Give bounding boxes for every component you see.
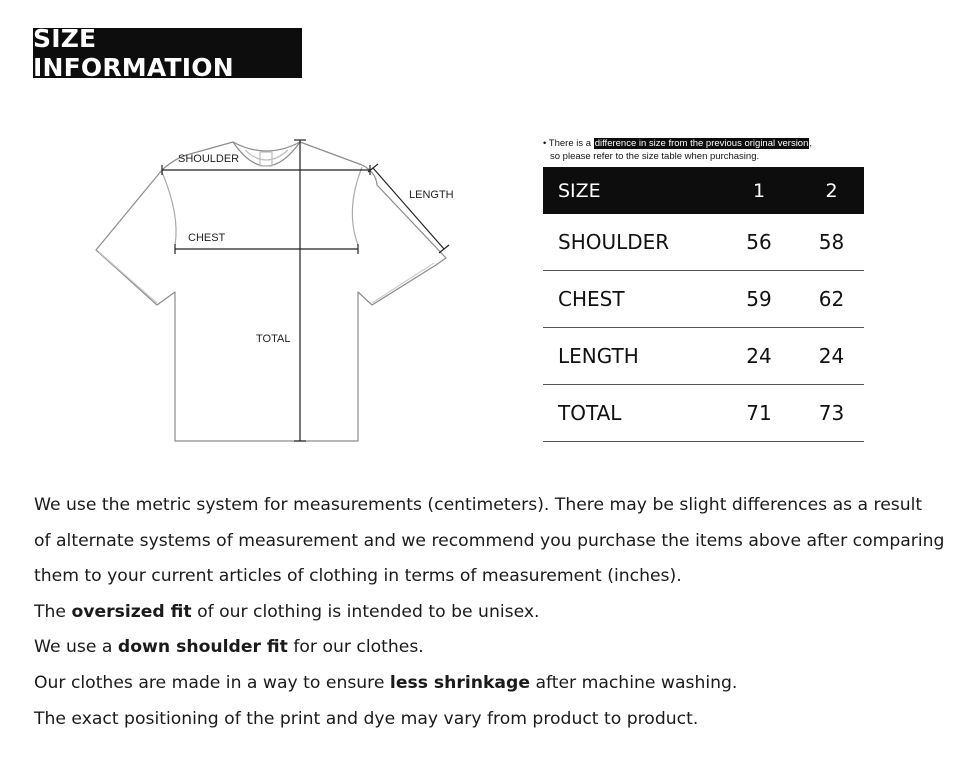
header-size-1: 1 [719, 167, 799, 214]
description-line: The oversized fit of our clothing is intended to be unisex. [34, 601, 540, 622]
chest-label: CHEST [188, 232, 226, 244]
description-line: Our clothes are made in a way to ensure less shrinkage after machine washing. [34, 672, 738, 693]
tshirt-collar [233, 142, 300, 166]
length-label: LENGTH [409, 189, 454, 201]
description-line: The exact positioning of the print and dye may vary from product to product. [34, 708, 699, 729]
description-line: We use the metric system for measurements (centimeters). There may be slight differences as a result [34, 495, 923, 515]
table-row: TOTAL 71 73 [543, 385, 864, 442]
tshirt-outline [96, 142, 446, 441]
description-text [34, 488, 944, 737]
sleeve-length-measure-line [373, 168, 444, 249]
size-note: • There is a difference in size from the previous original version, so please refer to the size table when purchasing. [543, 138, 813, 162]
oversized-fit-emphasis: oversized fit [71, 601, 192, 622]
shoulder-label: SHOULDER [178, 153, 240, 165]
table-row: LENGTH 24 24 [543, 328, 864, 385]
total-label: TOTAL [256, 333, 291, 345]
description-line: them to your current articles of clothing in terms of measurement (inches). [34, 566, 682, 587]
table-row: SHOULDER 56 58 [543, 214, 864, 271]
tshirt-measurement-diagram [90, 130, 470, 450]
size-information-title: SIZE INFORMATION [33, 28, 302, 78]
size-table-header [543, 167, 864, 214]
description-line: We use a down shoulder fit for our clothes. [34, 637, 424, 658]
size-table [543, 167, 864, 442]
less-shrinkage-emphasis: less shrinkage [389, 672, 530, 693]
table-row: CHEST 59 62 [543, 271, 864, 328]
header-size-2: 2 [799, 167, 864, 214]
description-line: of alternate systems of measurement and we recommend you purchase the items above after comparing [34, 530, 945, 551]
down-shoulder-fit-emphasis: down shoulder fit [117, 637, 288, 658]
header-size: SIZE [543, 167, 719, 214]
note-highlight: difference in size from the previous original version [594, 138, 809, 149]
